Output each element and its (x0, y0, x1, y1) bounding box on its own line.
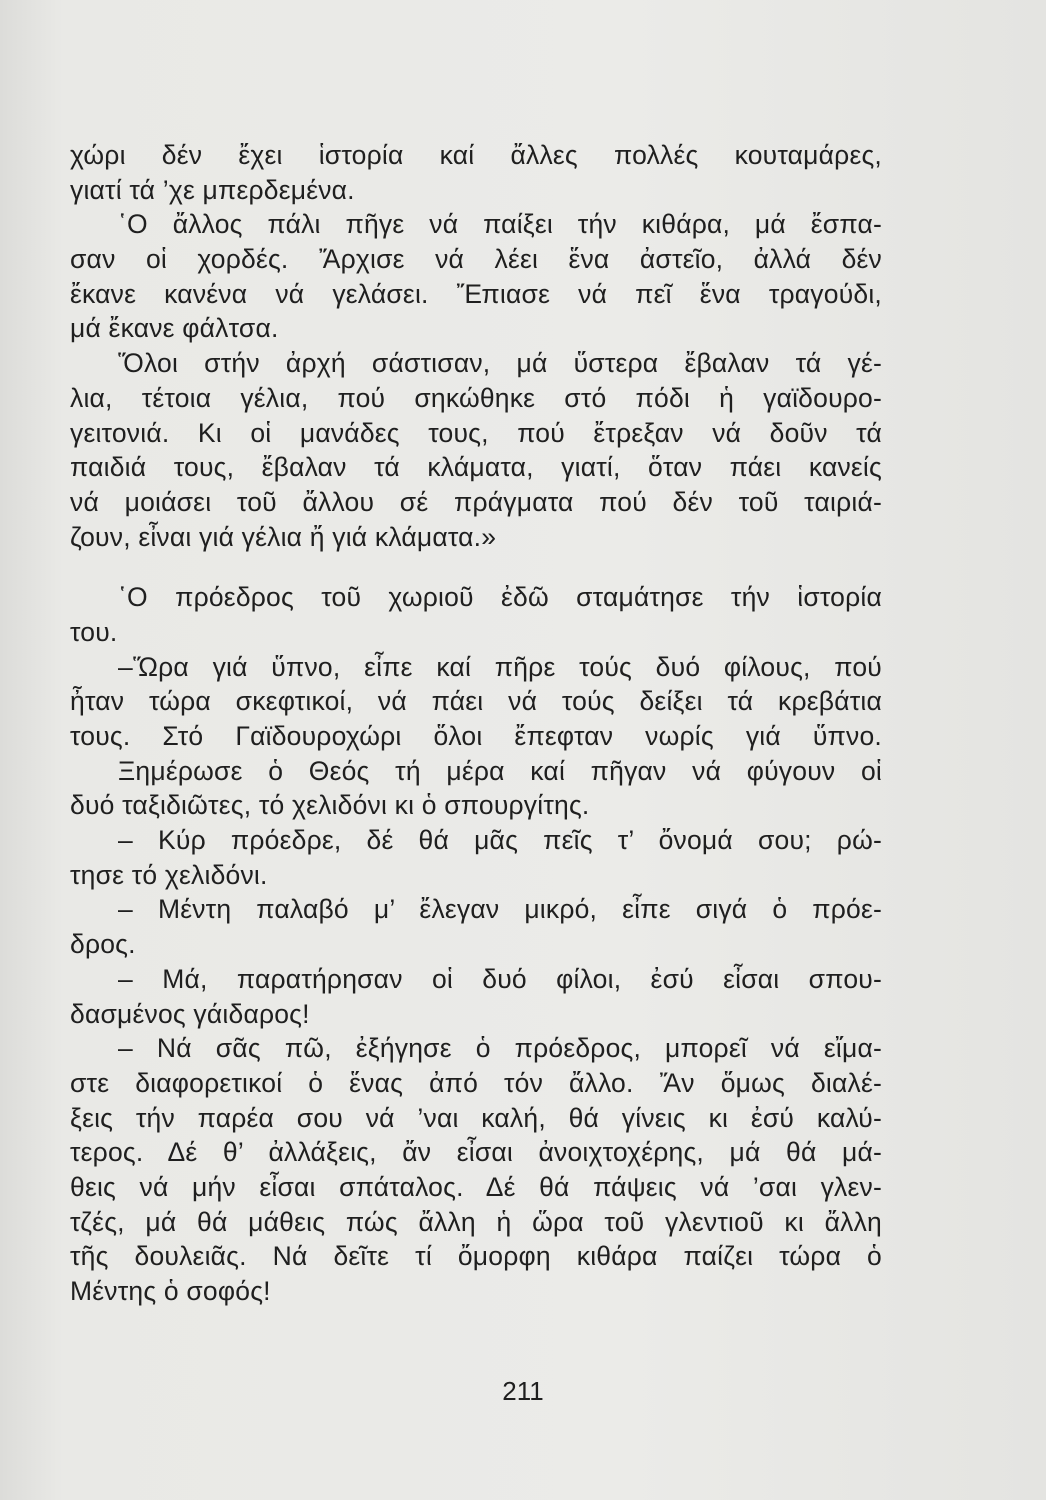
text-line: δυό ταξιδιῶτες, τό χελιδόνι κι ὁ σπουργίτης. (70, 790, 590, 821)
text-line: ῾Ο ἄλλος πάλι πῆγε νά παίξει τήν κιθάρα, μά ἔσπα- (118, 209, 882, 240)
text-line: – Νά σᾶς πῶ, ἐξήγησε ὁ πρόεδρος, μπορεῖ νά εἴμα- (118, 1033, 882, 1064)
body-text (70, 138, 882, 1309)
text-line: Μέντης ὁ σοφός! (70, 1276, 271, 1306)
page-number: 211 (502, 1376, 544, 1406)
text-line: θεις νά μήν εἶσαι σπάταλος. Δέ θά πάψεις νά ’σαι γλεν- (70, 1171, 882, 1202)
text-line: Ξημέρωσε ὁ Θεός τή μέρα καί πῆγαν νά φύγουν οἱ (118, 755, 882, 786)
text-line: ξεις τήν παρέα σου νά ’ναι καλή, θά γίνεις κι ἐσύ καλύ- (70, 1102, 882, 1133)
text-line: δρος. (70, 929, 136, 960)
text-line: –Ὥρα γιά ὕπνο, εἶπε καί πῆρε τούς δυό φίλους, πού (118, 651, 882, 682)
text-line: ζουν, εἶναι γιά γέλια ἤ γιά κλάματα.» (70, 521, 497, 552)
text-line: ῾Ο πρόεδρος τοῦ χωριοῦ ἐδῶ σταμάτησε τήν ἱστορία (118, 582, 882, 613)
paragraph (70, 892, 882, 961)
text-line: σαν οἱ χορδές. Ἄρχισε νά λέει ἕνα ἀστεῖο, ἀλλά δέν (70, 244, 882, 275)
text-line: Ὅλοι στήν ἀρχή σάστισαν, μά ὕστερα ἔβαλαν τά γέ- (118, 348, 882, 379)
paragraph-gap (70, 554, 882, 580)
paragraph (70, 580, 882, 649)
text-line: μά ἔκανε φάλτσα. (70, 313, 279, 344)
paragraph (70, 138, 882, 207)
paragraph (70, 823, 882, 892)
text-line: ἦταν τώρα σκεφτικοί, νά πάει νά τούς δείξει τά κρεβάτια (70, 686, 882, 717)
text-line: τῆς δουλειᾶς. Νά δεῖτε τί ὄμορφη κιθάρα παίζει τώρα ὁ (70, 1241, 882, 1272)
text-line: παιδιά τους, ἔβαλαν τά κλάματα, γιατί, ὅταν πάει κανείς (70, 452, 882, 483)
paragraph (70, 1031, 882, 1309)
text-line: τους. Στό Γαϊδουροχώρι ὅλοι ἔπεφταν νωρίς γιά ὕπνο. (70, 721, 882, 751)
text-line: – Μέντη παλαβό μ’ ἔλεγαν μικρό, εἶπε σιγά ὁ πρόε- (118, 894, 882, 925)
text-line: γιατί τά ’χε μπερδεμένα. (70, 174, 355, 205)
text-line: λια, τέτοια γέλια, πού σηκώθηκε στό πόδι ἡ γαϊδουρο- (70, 382, 882, 413)
text-line: τερος. Δέ θ’ ἀλλάξεις, ἄν εἶσαι ἀνοιχτοχέρης, μά θά μά- (70, 1137, 882, 1168)
paragraph (70, 754, 882, 823)
text-line: νά μοιάσει τοῦ ἄλλου σέ πράγματα πού δέν τοῦ ταιριά- (70, 486, 882, 517)
text-line: γειτονιά. Κι οἱ μανάδες τους, πού ἔτρεξαν νά δοῦν τά (70, 417, 882, 448)
text-line: τζές, μά θά μάθεις πώς ἄλλη ἡ ὥρα τοῦ γλεντιοῦ κι ἄλλη (70, 1206, 882, 1237)
paragraph (70, 346, 882, 554)
text-line: – Μά, παρατήρησαν οἱ δυό φίλοι, ἐσύ εἶσαι σπου- (118, 963, 882, 994)
text-line: στε διαφορετικοί ὁ ἕνας ἀπό τόν ἄλλο. Ἄν ὅμως διαλέ- (70, 1067, 882, 1098)
text-line: ἔκανε κανένα νά γελάσει. Ἔπιασε νά πεῖ ἕνα τραγούδι, (70, 278, 882, 309)
text-line: – Κύρ πρόεδρε, δέ θά μᾶς πεῖς τ’ ὄνομά σου; ρώ- (118, 825, 882, 856)
paragraph (70, 207, 882, 346)
text-line: χώρι δέν ἔχει ἱστορία καί ἄλλες πολλές κουταμάρες, (70, 140, 882, 170)
text-line: δασμένος γάιδαρος! (70, 998, 310, 1029)
text-line: τησε τό χελιδόνι. (70, 859, 268, 890)
text-line: του. (70, 616, 118, 647)
paragraph (70, 962, 882, 1031)
paragraph (70, 650, 882, 754)
